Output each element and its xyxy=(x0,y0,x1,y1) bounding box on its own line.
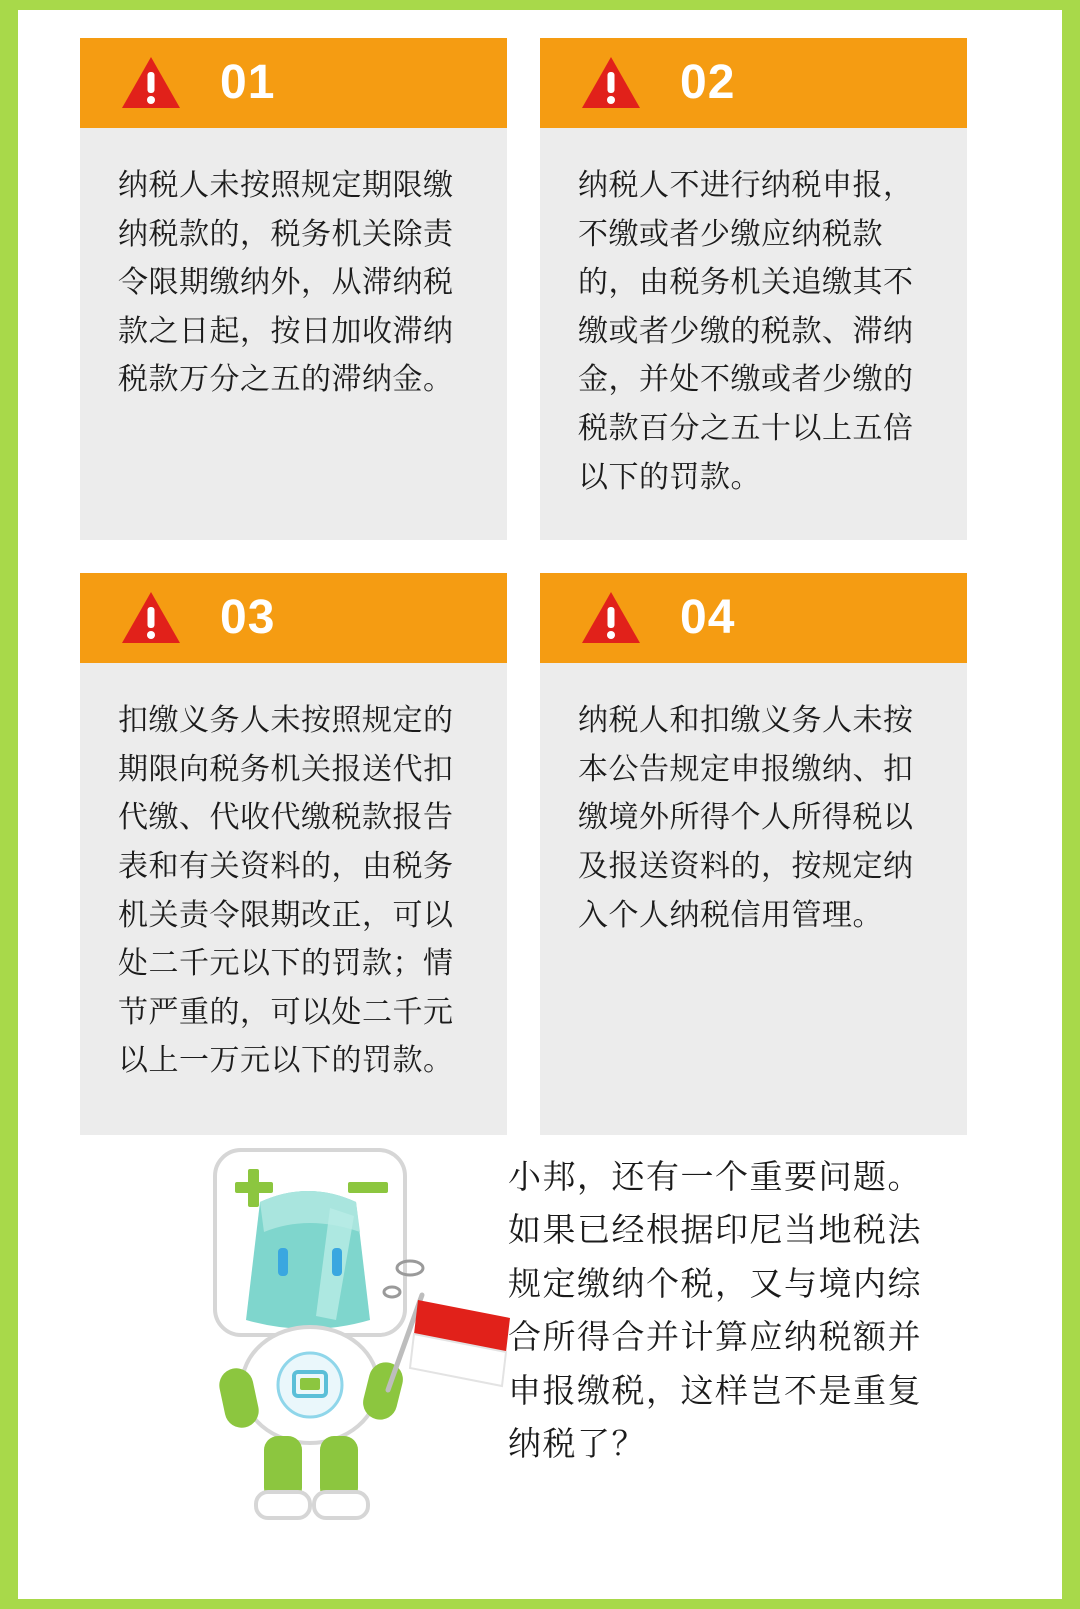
penalty-card-04 xyxy=(540,573,967,1135)
card-text-04: 纳税人和扣缴义务人未按本公告规定申报缴纳、扣缴境外所得个人所得税以及报送资料的，按规定纳入个人纳税信用管理。 xyxy=(578,703,914,933)
penalty-card-02 xyxy=(540,38,967,540)
warning-triangle-icon xyxy=(580,590,642,646)
penalty-card-01 xyxy=(80,38,507,540)
robot-mascot-icon xyxy=(160,1140,520,1560)
warning-triangle-icon xyxy=(580,55,642,111)
card-text-03: 扣缴义务人未按照规定的期限向税务机关报送代扣代缴、代收代缴税款报告表和有关资料的，由税务机关责令限期改正，可以处二千元以下的罚款；情节严重的，可以处二千元以上一万元以下的罚款。 xyxy=(118,703,454,1079)
card-header-03 xyxy=(80,573,507,663)
indonesia-flag-icon xyxy=(410,1300,510,1386)
card-number-04: 04 xyxy=(680,591,736,645)
card-header-04 xyxy=(540,573,967,663)
warning-triangle-icon xyxy=(120,55,182,111)
mascot-speech-text: 小邦，还有一个重要问题。如果已经根据印尼当地税法规定缴纳个税，又与境内综合所得合并计算应纳税额并申报缴税，这样岂不是重复纳税了？ xyxy=(508,1157,922,1464)
card-number-03: 03 xyxy=(220,591,276,645)
card-text-01: 纳税人未按照规定期限缴纳税款的，税务机关除责令限期缴纳外，从滞纳税款之日起，按日加收滞纳税款万分之五的滞纳金。 xyxy=(118,168,454,398)
card-header-01 xyxy=(80,38,507,128)
penalty-card-03 xyxy=(80,573,507,1135)
bottom-section xyxy=(0,1110,1080,1580)
penalty-cards-grid xyxy=(80,38,968,1135)
card-text-02: 纳税人不进行纳税申报，不缴或者少缴应纳税款的，由税务机关追缴其不缴或者少缴的税款、滞纳金，并处不缴或者少缴的税款百分之五十以上五倍以下的罚款。 xyxy=(578,168,914,495)
warning-triangle-icon xyxy=(120,590,182,646)
card-header-02 xyxy=(540,38,967,128)
card-number-02: 02 xyxy=(680,56,736,109)
card-number-01: 01 xyxy=(220,56,276,109)
